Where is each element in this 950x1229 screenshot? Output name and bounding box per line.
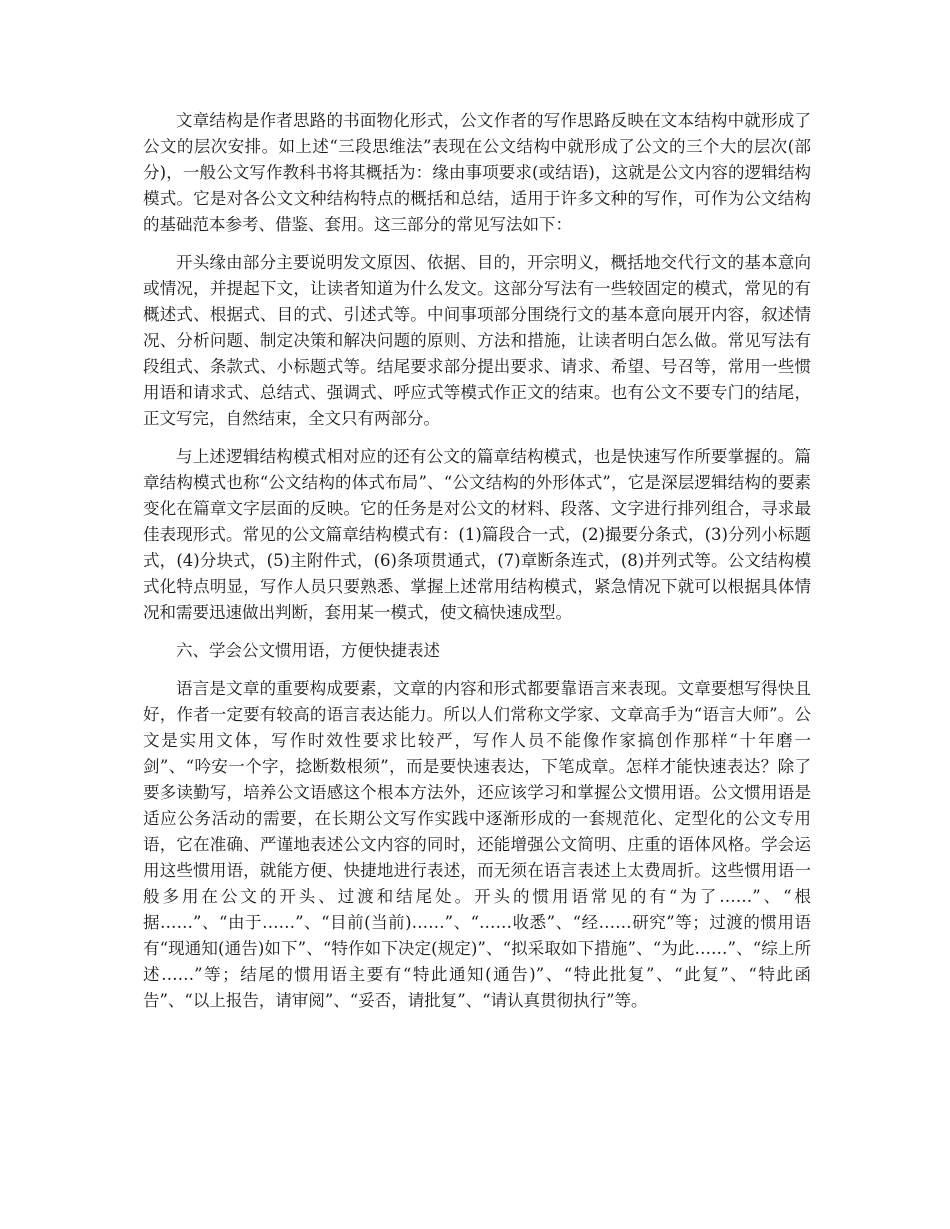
paragraph-structure-intro: 文章结构是作者思路的书面物化形式，公文作者的写作思路反映在文本结构中就形成了公文的层次安排。如上述“三段思维法”表现在公文结构中就形成了公文的三个大的层次(部分)，一般公文写作教科书将其概括为：缘由事项要求(或结语)，这就是公文内容的逻辑结构模式。它是对各公文文种结构特点的概括和总结，适用于许多文种的写作，可作为公文结构的基础范本参考、借鉴、套用。这三部分的常见写法如下： bbox=[143, 111, 811, 234]
section-heading: 六、学会公文惯用语，方便快捷表述 bbox=[176, 641, 440, 660]
paragraph-idioms: 语言是文章的重要构成要素，文章的内容和形式都要靠语言来表现。文章要想写得快且好，作者一定要有较高的语言表达能力。所以人们常称文学家、文章高手为“语言大师”。公文是实用文体，写作时效性要求比较严，写作人员不能像作家搞创作那样“十年磨一剑”、“吟安一个字，捻断数根须”，而是要快速表达，下笔成章。怎样才能快速表达？除了要多读勤写，培养公文语感这个根本方法外，还应该学习和掌握公文惯用语。公文惯用语是适应公务活动的需要，在长期公文写作实践中逐渐形成的一套规范化、定型化的公文专用语，它在准确、严谨地表述公文内容的同时，还能增强公文简明、庄重的语体风格。学会运用这些惯用语，就能方便、快捷地进行表述，而无须在语言表述上太费周折。这些惯用语一般多用在公文的开头、过渡和结尾处。开头的惯用语常见的有“为了……”、“根据……”、“由于……”、“目前(当前)……”、“……收悉”、“经……研究”等；过渡的惯用语有“现通知(通告)如下”、“特作如下决定(规定)”、“拟采取如下措施”、“为此……”、“综上所述……”等；结尾的惯用语主要有“特此通知(通告)”、“特此批复”、“此复”、“特此函告”、“以上报告，请审阅”、“妥否，请批复”、“请认真贯彻执行”等。 bbox=[143, 679, 811, 1010]
paragraph-three-parts: 开头缘由部分主要说明发文原因、依据、目的，开宗明义，概括地交代行文的基本意向或情况，并提起下文，让读者知道为什么发文。这部分写法有一些较固定的模式，常见的有概述式、根据式、目的式、引述式等。中间事项部分围绕行文的基本意向展开内容，叙述情况、分析问题、制定决策和解决问题的原则、方法和措施，让读者明白怎么做。常见写法有段组式、条款式、小标题式等。结尾要求部分提出要求、请求、希望、号召等，常用一些惯用语和请求式、总结式、强调式、呼应式等模式作正文的结束。也有公文不要专门的结尾，正文写完，自然结束，全文只有两部分。 bbox=[143, 253, 811, 428]
paragraph-chapter-structure: 与上述逻辑结构模式相对应的还有公文的篇章结构模式，也是快速写作所要掌握的。篇章结构模式也称“公文结构的体式布局”、“公文结构的外形体式”，它是深层逻辑结构的要素变化在篇章文字层面的反映。它的任务是对公文的材料、段落、文字进行排列组合，寻求最佳表现形式。常见的公文篇章结构模式有：(1)篇段合一式，(2)撮要分条式，(3)分列小标题式，(4)分块式，(5)主附件式，(6)条项贯通式，(7)章断条连式，(8)并列式等。公文结构模式化特点明显，写作人员只要熟悉、掌握上述常用结构模式，紧急情况下就可以根据具体情况和需要迅速做出判断，套用某一模式，使文稿快速成型。 bbox=[143, 447, 811, 622]
document-body bbox=[143, 108, 811, 1026]
